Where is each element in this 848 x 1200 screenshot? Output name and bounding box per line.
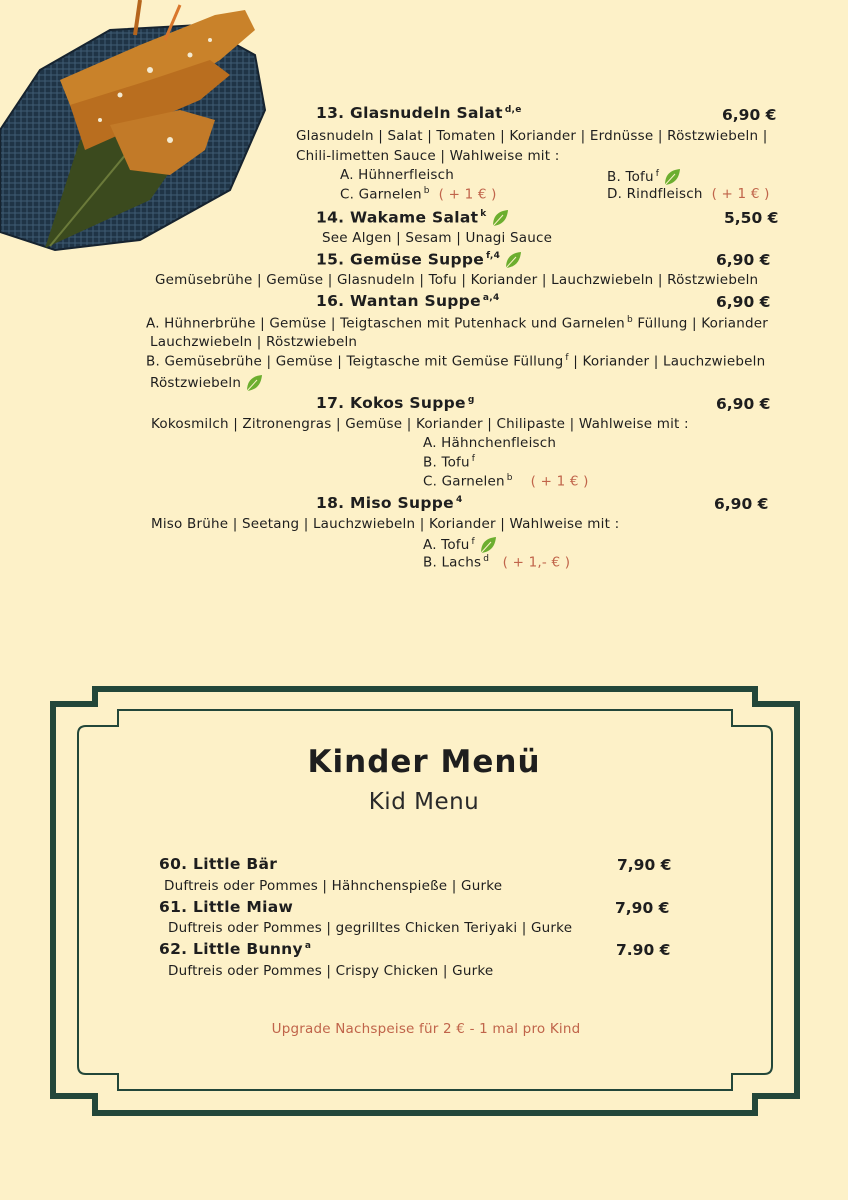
kids-item-60-price: 7,90 €: [617, 856, 672, 874]
item-18-option-a: A. Tofu $^f$: [423, 535, 498, 555]
kids-menu-subtitle: Kid Menu: [368, 789, 480, 815]
kids-item-60-desc: Duftreis oder Pommes | Hähnchenspieße | Gurke: [164, 878, 503, 894]
item-16-title: 16. Wantan Suppe $^{a,4}$: [316, 292, 500, 310]
dish-photo: [0, 0, 285, 262]
kids-item-61-desc: Duftreis oder Pommes | gegrilltes Chicken Teriyaki | Gurke: [168, 920, 573, 936]
item-13-desc-line1: Glasnudeln | Salat | Tomaten | Koriander | Erdnüsse | Röstzwiebeln |: [296, 128, 768, 144]
item-16-desc-a-line2: Lauchzwiebeln | Röstzwiebeln: [150, 334, 358, 350]
vegan-leaf-icon: [490, 208, 510, 228]
item-13-option-a: A. Hühnerfleisch: [340, 167, 455, 183]
item-13-desc-line2: Chili-limetten Sauce | Wahlweise mit :: [296, 148, 560, 164]
kids-item-62-desc: Duftreis oder Pommes | Crispy Chicken | Gurke: [168, 963, 494, 979]
vegan-leaf-icon: [478, 535, 498, 555]
item-13-title: 13. Glasnudeln Salat $^{d,e}$: [316, 104, 522, 122]
kids-item-60-title: 60. Little Bär: [159, 855, 278, 873]
kids-item-61-price: 7,90 €: [615, 899, 670, 917]
item-16-desc-b-line1: B. Gemüsebrühe | Gemüse | Teigtasche mit Gemüse Füllung $^f$ | Koriander | Lauchzwiebeln: [146, 353, 766, 370]
kids-menu-title: Kinder Menü: [307, 744, 541, 780]
item-16-desc-b-line2: Röstzwiebeln: [150, 373, 264, 393]
vegan-leaf-icon: [244, 373, 264, 393]
item-18-price: 6,90 €: [714, 495, 769, 513]
item-13-option-d: D. Rindfleisch ( + 1 € ): [607, 186, 770, 202]
kids-item-61-title: 61. Little Miaw: [159, 898, 294, 916]
item-17-option-b: B. Tofu $^f$: [423, 454, 476, 471]
item-14-price: 5,50 €: [724, 209, 779, 227]
item-17-desc: Kokosmilch | Zitronengras | Gemüse | Koriander | Chilipaste | Wahlweise mit :: [151, 416, 689, 432]
vegan-leaf-icon: [503, 250, 523, 270]
item-17-option-a: A. Hähnchenfleisch: [423, 435, 557, 451]
kids-item-62-title: 62. Little Bunny $^a$: [159, 940, 312, 958]
vegan-leaf-icon: [662, 167, 682, 187]
item-18-desc: Miso Brühe | Seetang | Lauchzwiebeln | Koriander | Wahlweise mit :: [151, 516, 620, 532]
item-13-option-c: C. Garnelen $^b$ ( + 1 € ): [340, 186, 497, 203]
item-14-title: 14. Wakame Salat $^k$: [316, 208, 510, 228]
item-15-price: 6,90 €: [716, 251, 771, 269]
item-18-title: 18. Miso Suppe $^4$: [316, 494, 463, 512]
item-16-desc-a-line1: A. Hühnerbrühe | Gemüse | Teigtaschen mit Putenhack und Garnelen $^b$ Füllung | Koriander: [146, 315, 769, 332]
item-16-price: 6,90 €: [716, 293, 771, 311]
item-17-price: 6,90 €: [716, 395, 771, 413]
kids-upgrade-note: Upgrade Nachspeise für 2 € - 1 mal pro Kind: [271, 1021, 581, 1037]
item-13-price: 6,90 €: [722, 106, 777, 124]
item-15-desc: Gemüsebrühe | Gemüse | Glasnudeln | Tofu | Koriander | Lauchzwiebeln | Röstzwiebeln: [155, 272, 759, 288]
item-18-option-b: B. Lachs $^d$ ( + 1,- € ): [423, 554, 571, 571]
item-17-option-c: C. Garnelen $^b$ ( + 1 € ): [423, 473, 589, 490]
kids-item-62-price: 7.90 €: [616, 941, 671, 959]
item-13-option-b: B. Tofu $^f$: [607, 167, 682, 187]
item-15-title: 15. Gemüse Suppe $^{f,4}$: [316, 250, 523, 270]
item-17-title: 17. Kokos Suppe $^g$: [316, 394, 475, 412]
item-14-desc: See Algen | Sesam | Unagi Sauce: [322, 230, 553, 246]
